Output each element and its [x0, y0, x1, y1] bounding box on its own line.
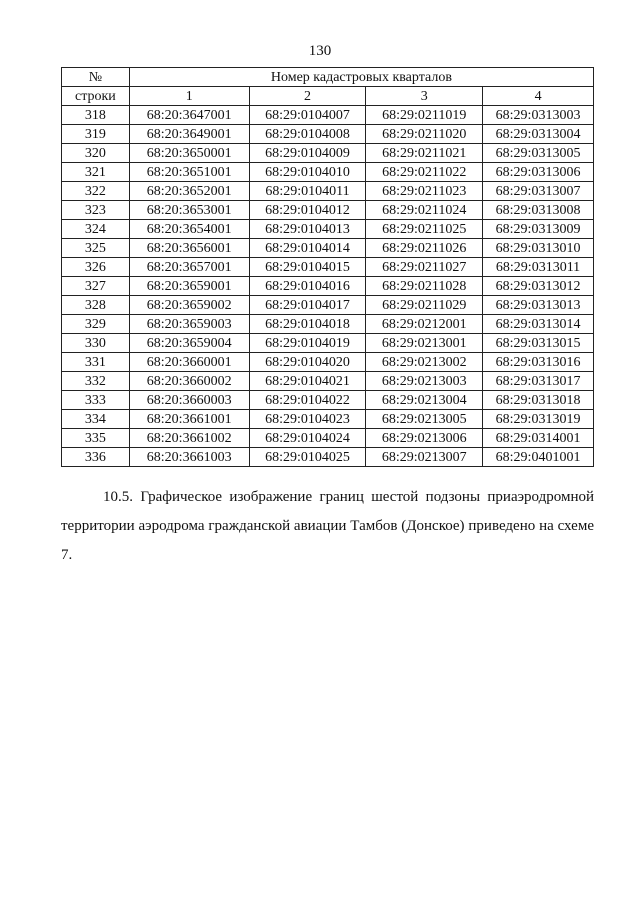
cadastral-number-cell: 68:29:0104011 [249, 182, 366, 201]
table-row [62, 448, 594, 467]
table-row [62, 391, 594, 410]
cadastral-number-cell: 68:29:0104009 [249, 144, 366, 163]
cadastral-number-cell: 68:20:3650001 [129, 144, 249, 163]
row-number-cell: 336 [62, 448, 130, 467]
cadastral-number-cell: 68:29:0313008 [483, 201, 594, 220]
cadastral-number-cell: 68:29:0313003 [483, 106, 594, 125]
cadastral-number-cell: 68:29:0104014 [249, 239, 366, 258]
cadastral-number-cell: 68:29:0104021 [249, 372, 366, 391]
cadastral-number-cell: 68:29:0213003 [366, 372, 483, 391]
header-column-number: 3 [366, 87, 483, 106]
row-number-cell: 332 [62, 372, 130, 391]
cadastral-number-cell: 68:29:0104019 [249, 334, 366, 353]
table-row [62, 258, 594, 277]
cadastral-number-cell: 68:29:0104013 [249, 220, 366, 239]
cadastral-number-cell: 68:29:0104017 [249, 296, 366, 315]
cadastral-number-cell: 68:29:0104018 [249, 315, 366, 334]
cadastral-number-cell: 68:20:3659003 [129, 315, 249, 334]
cadastral-number-cell: 68:20:3647001 [129, 106, 249, 125]
cadastral-number-cell: 68:29:0213002 [366, 353, 483, 372]
row-number-cell: 328 [62, 296, 130, 315]
header-number-sign: № [62, 68, 130, 87]
table-row [62, 296, 594, 315]
table-row [62, 239, 594, 258]
table-row [62, 429, 594, 448]
row-number-cell: 333 [62, 391, 130, 410]
table-row [62, 106, 594, 125]
cadastral-number-cell: 68:29:0313006 [483, 163, 594, 182]
table-row [62, 220, 594, 239]
cadastral-number-cell: 68:20:3649001 [129, 125, 249, 144]
cadastral-number-cell: 68:29:0104007 [249, 106, 366, 125]
cadastral-number-cell: 68:29:0211026 [366, 239, 483, 258]
table-row [62, 334, 594, 353]
cadastral-number-cell: 68:29:0104012 [249, 201, 366, 220]
row-number-cell: 319 [62, 125, 130, 144]
cadastral-number-cell: 68:29:0213006 [366, 429, 483, 448]
cadastral-number-cell: 68:29:0313012 [483, 277, 594, 296]
row-number-cell: 331 [62, 353, 130, 372]
cadastral-number-cell: 68:29:0104008 [249, 125, 366, 144]
cadastral-number-cell: 68:29:0104022 [249, 391, 366, 410]
cadastral-number-cell: 68:29:0211023 [366, 182, 483, 201]
cadastral-number-cell: 68:29:0104015 [249, 258, 366, 277]
cadastral-number-cell: 68:29:0314001 [483, 429, 594, 448]
table-row [62, 125, 594, 144]
row-number-cell: 330 [62, 334, 130, 353]
cadastral-number-cell: 68:29:0313015 [483, 334, 594, 353]
cadastral-number-cell: 68:20:3661001 [129, 410, 249, 429]
row-number-cell: 329 [62, 315, 130, 334]
cadastral-number-cell: 68:29:0401001 [483, 448, 594, 467]
row-number-cell: 326 [62, 258, 130, 277]
row-number-cell: 335 [62, 429, 130, 448]
cadastral-number-cell: 68:20:3651001 [129, 163, 249, 182]
cadastral-number-cell: 68:20:3660002 [129, 372, 249, 391]
cadastral-number-cell: 68:29:0211022 [366, 163, 483, 182]
cadastral-number-cell: 68:20:3656001 [129, 239, 249, 258]
row-number-cell: 323 [62, 201, 130, 220]
header-column-number: 2 [249, 87, 366, 106]
cadastral-number-cell: 68:29:0313011 [483, 258, 594, 277]
table-row [62, 315, 594, 334]
table-row [62, 410, 594, 429]
cadastral-number-cell: 68:29:0104024 [249, 429, 366, 448]
table-row [62, 201, 594, 220]
cadastral-number-cell: 68:20:3659004 [129, 334, 249, 353]
cadastral-number-cell: 68:20:3657001 [129, 258, 249, 277]
table-header-row [62, 68, 594, 87]
cadastral-number-cell: 68:29:0213005 [366, 410, 483, 429]
cadastral-number-cell: 68:29:0313005 [483, 144, 594, 163]
cadastral-number-cell: 68:29:0211025 [366, 220, 483, 239]
cadastral-number-cell: 68:29:0104016 [249, 277, 366, 296]
row-number-cell: 318 [62, 106, 130, 125]
header-column-number: 4 [483, 87, 594, 106]
table-row [62, 277, 594, 296]
cadastral-number-cell: 68:29:0313013 [483, 296, 594, 315]
cadastral-number-cell: 68:29:0313014 [483, 315, 594, 334]
cadastral-number-cell: 68:29:0213007 [366, 448, 483, 467]
table-row [62, 144, 594, 163]
cadastral-number-cell: 68:29:0313009 [483, 220, 594, 239]
cadastral-number-cell: 68:29:0104025 [249, 448, 366, 467]
cadastral-number-cell: 68:20:3660001 [129, 353, 249, 372]
cadastral-number-cell: 68:29:0211019 [366, 106, 483, 125]
cadastral-number-cell: 68:29:0211021 [366, 144, 483, 163]
cadastral-number-cell: 68:29:0211024 [366, 201, 483, 220]
row-number-cell: 321 [62, 163, 130, 182]
cadastral-number-cell: 68:29:0313017 [483, 372, 594, 391]
row-number-cell: 327 [62, 277, 130, 296]
cadastral-number-cell: 68:29:0313007 [483, 182, 594, 201]
cadastral-number-cell: 68:20:3661002 [129, 429, 249, 448]
table-row [62, 353, 594, 372]
cadastral-number-cell: 68:20:3659001 [129, 277, 249, 296]
cadastral-number-cell: 68:20:3654001 [129, 220, 249, 239]
header-row-label: строки [62, 87, 130, 106]
header-group-title: Номер кадастровых кварталов [129, 68, 593, 87]
cadastral-number-cell: 68:29:0313018 [483, 391, 594, 410]
row-number-cell: 320 [62, 144, 130, 163]
table-subheader-row [62, 87, 594, 106]
cadastral-number-cell: 68:29:0104010 [249, 163, 366, 182]
cadastral-number-cell: 68:29:0211029 [366, 296, 483, 315]
cadastral-number-cell: 68:29:0104020 [249, 353, 366, 372]
table-row [62, 182, 594, 201]
cadastral-number-cell: 68:29:0313019 [483, 410, 594, 429]
cadastral-number-cell: 68:20:3660003 [129, 391, 249, 410]
cadastral-number-cell: 68:29:0211027 [366, 258, 483, 277]
row-number-cell: 334 [62, 410, 130, 429]
cadastral-number-cell: 68:29:0213004 [366, 391, 483, 410]
cadastral-number-cell: 68:29:0104023 [249, 410, 366, 429]
table-row [62, 372, 594, 391]
cadastral-number-cell: 68:29:0212001 [366, 315, 483, 334]
row-number-cell: 322 [62, 182, 130, 201]
section-paragraph: 10.5. Графическое изображение границ шестой подзоны приаэродромной территории аэродрома гражданской авиации Тамбов (Донское) приведено на схеме 7. [61, 489, 594, 563]
cadastral-number-cell: 68:20:3661003 [129, 448, 249, 467]
cadastral-number-cell: 68:29:0211028 [366, 277, 483, 296]
header-column-number: 1 [129, 87, 249, 106]
cadastral-number-cell: 68:29:0313016 [483, 353, 594, 372]
page-number: 130 [308, 43, 332, 59]
cadastral-number-cell: 68:29:0213001 [366, 334, 483, 353]
row-number-cell: 324 [62, 220, 130, 239]
cadastral-number-cell: 68:29:0211020 [366, 125, 483, 144]
cadastral-blocks-table [61, 67, 594, 467]
cadastral-number-cell: 68:20:3653001 [129, 201, 249, 220]
table-row [62, 163, 594, 182]
cadastral-number-cell: 68:20:3659002 [129, 296, 249, 315]
cadastral-number-cell: 68:29:0313010 [483, 239, 594, 258]
row-number-cell: 325 [62, 239, 130, 258]
cadastral-number-cell: 68:29:0313004 [483, 125, 594, 144]
cadastral-number-cell: 68:20:3652001 [129, 182, 249, 201]
